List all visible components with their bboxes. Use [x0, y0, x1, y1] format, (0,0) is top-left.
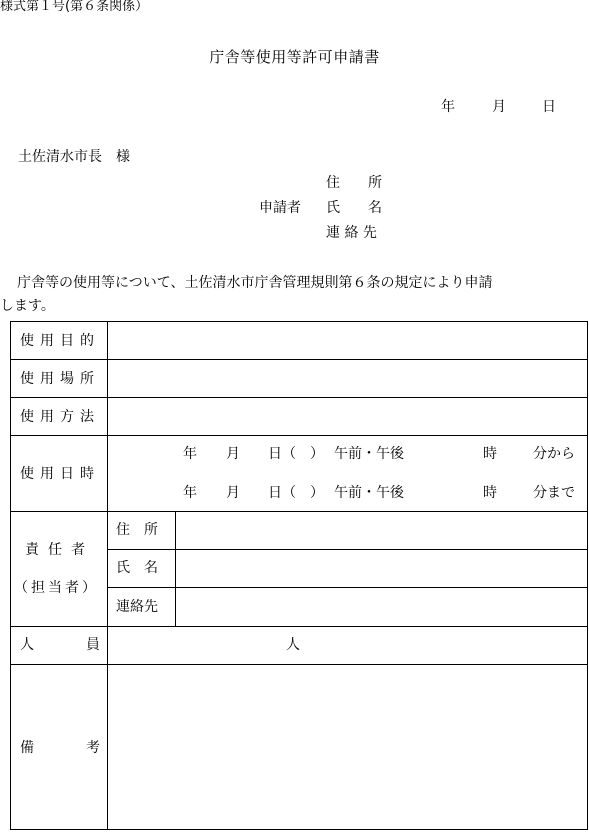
remarks-label-left: 備: [20, 740, 34, 756]
date-year-label: 年: [441, 99, 455, 115]
remarks-input[interactable]: [113, 665, 587, 829]
applicant-contact-label: 連 絡 先: [326, 225, 377, 241]
responsible-contact-input[interactable]: [181, 588, 587, 626]
from-hour-label: 時: [483, 446, 497, 462]
statement-line-2: します。: [0, 298, 55, 314]
to-year-label: 年: [183, 485, 197, 501]
from-month-label: 月: [226, 446, 240, 462]
application-table: [10, 321, 588, 830]
to-ampm-label[interactable]: 午前・午後: [334, 485, 404, 501]
to-hour-label: 時: [483, 485, 497, 501]
applicant-name-label: 氏 名: [326, 200, 382, 216]
place-input[interactable]: [113, 360, 587, 397]
to-day-label: 日（ ）: [268, 485, 324, 501]
statement-line-1: 庁舎等の使用等について、土佐清水市庁舎管理規則第６条の規定により申請: [17, 275, 493, 291]
method-input[interactable]: [113, 398, 587, 435]
datetime-label: 使用日時: [20, 466, 100, 482]
to-month-label: 月: [226, 485, 240, 501]
purpose-input[interactable]: [113, 322, 587, 359]
headcount-label-right: 員: [86, 637, 100, 653]
responsible-contact-label: 連絡先: [116, 599, 158, 615]
applicant-address-label: 住 所: [326, 175, 382, 191]
from-day-label: 日（ ）: [268, 446, 324, 462]
responsible-address-label: 住 所: [116, 522, 158, 538]
responsible-name-label: 氏 名: [116, 560, 158, 576]
from-year-label: 年: [183, 446, 197, 462]
remarks-label-right: 考: [86, 740, 100, 756]
responsible-address-input[interactable]: [181, 512, 587, 549]
form-number: 様式第１号(第６条関係）: [0, 0, 149, 14]
place-label: 使用場所: [20, 371, 100, 387]
date-day-label: 日: [542, 99, 556, 115]
to-minute-label: 分まで: [533, 485, 575, 501]
responsible-label: 責任者: [25, 542, 94, 558]
responsible-person-label: （担当者）: [14, 580, 99, 596]
responsible-name-input[interactable]: [181, 550, 587, 587]
application-statement: [0, 272, 589, 318]
purpose-label: 使用目的: [20, 333, 100, 349]
recipient: 土佐清水市長 様: [18, 149, 130, 165]
from-minute-label: 分から: [533, 446, 575, 462]
headcount-unit: 人: [286, 637, 300, 653]
headcount-label-left: 人: [20, 637, 34, 653]
date-month-label: 月: [492, 99, 506, 115]
from-ampm-label[interactable]: 午前・午後: [334, 446, 404, 462]
method-label: 使用方法: [20, 409, 100, 425]
document-title: 庁舎等使用等許可申請書: [209, 48, 380, 66]
applicant-label: 申請者: [259, 200, 301, 216]
